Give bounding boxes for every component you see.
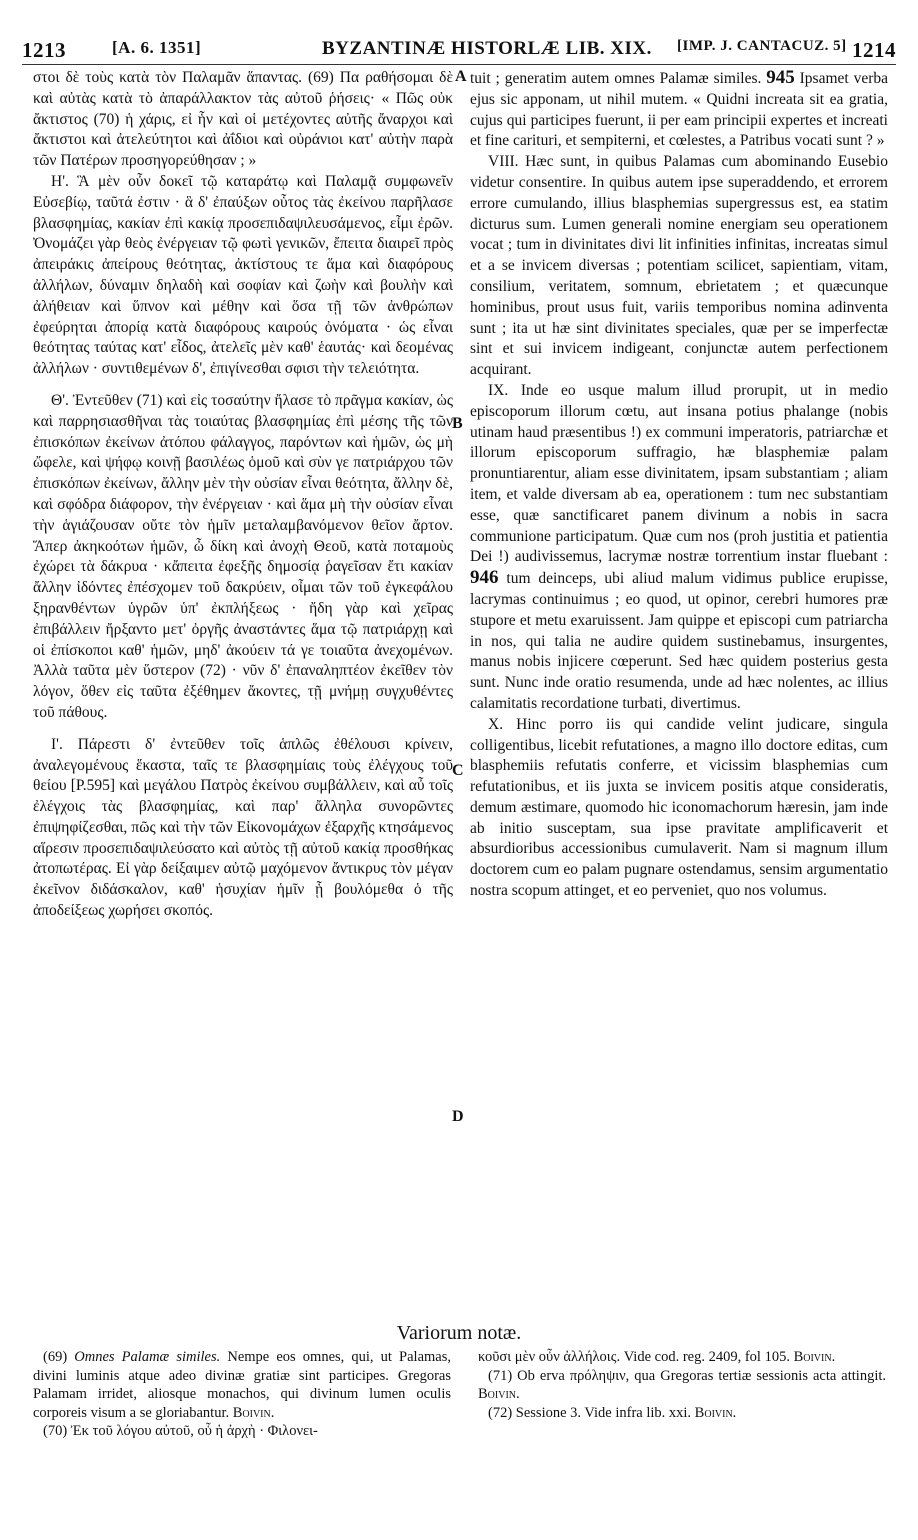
note-71: (71) Ob erva πρόληψιν, qua Gregoras tertiæ sessionis acta attingit. Boivin. (478, 1367, 886, 1402)
latin-section-8: VIII. Hæc sunt, in quibus Palamas cum abominando Eusebio videtur consentire. In quibus autem ipse superaddendo, et errorem errore cumulando, illius blasphemias supergressus est, ea statim dicturus sum. Lumen generali nomine energiam seu operationem vocat ; tum in divinitates divi lit infinities infinitas, increatas simul et a se invicem diversas ; potentiam scilicet, sapientiam, vitam, consilium, veritatem, somnum, ebrietatem ; et quæcunque hominibus, prout usus fuit, variis temporibus nomina adinventa sunt ; ita ut hæ sint divinitates speciales, quæ per se imperfectæ sint et sui invicem indigeant, conjunctæ autem perfectionem acquirant. (470, 153, 888, 379)
notes-heading: Variorum notæ. (396, 1322, 522, 1344)
margin-letter-c: C (452, 762, 464, 779)
latin-section-10: X. Hinc porro iis qui candide velint judicare, singula colligentibus, licebit refutationes, a magno illo doctore editas, cum blasphemiis refutatis conferre, et vicissim blasphemias cum refutationibus, et iis juxta se invicem positis atque consideratis, demum æstimare, quomodo hic iconomachorum hæresin, jam inde ab initio susceptam, sua ipse pravitate amplificaverit et absurdioribus accessionibus cumulaverit. Nam si magnum illum doctorem cum eo palam pugnare ostendamus, sensim argumentatio nostra scopum attinget, et eo perveniet, quo nos volumus. (470, 715, 888, 900)
running-header (22, 38, 896, 66)
note-69: (69) Omnes Palamæ similes. Nempe eos omnes, qui, ut Palamas, divini luminis atque adeo divinæ gratiæ sint participes. Gregoras Palamam irridet, aliosque monachos, qui divinum lumen oculis corporeis visum a se gloriabantur. Boivin. (33, 1349, 452, 1421)
column-number-945: 945 (766, 67, 795, 88)
greek-paragraph-continuation: στοι δὲ τοὺς κατὰ τὸν Παλαμᾶν ἅπαντας. (69) Πα ραθήσομαι δὲ καὶ αὐτὰς κατὰ τὸ ἀπαράλλακτον τὰς αὐτοῦ ῥήσεις· « Πῶς οὐκ ἄκτιστος (70) ἡ χάρις, εἰ ἧν καὶ οἱ μετέχοντες αὐτῆς ἄναρχοι καὶ ἄκτιστοι καὶ ἀτελεύτητοι καὶ ἀΐδιοι καὶ οὐράνιοι κατ' αὐτὴν παρὰ τῶν Πατέρων προσηγορεύθησαν ; » (33, 69, 453, 170)
margin-letter-b: B (452, 415, 463, 432)
margin-letter-a: A (455, 68, 467, 85)
latin-section-9: IX. Inde eo usque malum illud prorupit, ut in medio episcoporum illorum cœtu, aut insana potius phalange (nobis utinam haud præsentibus !) ex communi imperatoris, patriarchæ et illorum episcoporum suffragio, hæ blasphemiæ palam pronuntiarentur, aliam esse divinitatem, ipsam substantiam ; aliam item, et valde diversam ab ea, operationem : tum nec substantiam esse, quæ sanctificaret panem divinum a nobis in sacra communione participatum. Quæ cum nos (proh justitia et patientia Dei !) audivissemus, lacrymæ nostræ torrentium instar fluebant : 946 tum deinceps, ubi aliud malum vidimus publice erupisse, lacrymas continuimus ; eo quod, ut opinor, cerebri humores præ stupore et metu exaruissent. Jam quippe et episcopi cum patriarcha in nos, qui talia ne audire quidem sustinebamus, insurgentes, manus nobis injicere cœperunt. Sed hæc quidem posterius gesta sunt. Nunc inde oratio resumenda, unde ad hæc nolentes, ac illius calamitatis recordatione turbati, divertimus. (470, 381, 888, 712)
notes-right-column (478, 1348, 886, 1422)
left-page-number: 1213 (22, 38, 66, 62)
header-rule (22, 64, 896, 65)
note-72: (72) Sessione 3. Vide infra lib. xxi. Boivin. (488, 1404, 737, 1421)
book-title: BYZANTINÆ HISTORLÆ LIB. XIX. (322, 38, 652, 59)
notes-left-column (33, 1348, 451, 1441)
note-70: (70) Ἐκ τοῦ λόγου αὐτοῦ, οὗ ἡ ἀρχὴ · Φιλονει- (43, 1423, 318, 1439)
column-number-946: 946 (470, 567, 499, 589)
margin-letter-d: D (452, 1108, 464, 1125)
year-bracket: [A. 6. 1351] (112, 38, 202, 57)
latin-column (470, 68, 888, 902)
greek-column (33, 68, 453, 922)
emperor-bracket: [IMP. J. CANTACUZ. 5] (677, 38, 847, 54)
greek-section-10: Ι'. Πάρεστι δ' ἐντεῦθεν τοῖς ἁπλῶς ἐθέλουσι κρίνειν, ἀναλεγομένους ἕκαστα, ταῖς τε βλασφημίαις τοὺς ἐλέγχους τοῦ θείου [P.595] καὶ μεγάλου Πατρὸς ἐκείνου συμβάλλειν, καὶ αὖ τοῖς ἐλέγχοις τὰς βλασφημίας, καὶ παρ' ἄλληλα συνορῶντες ἐπιψηφίζεσθαι, πῶς καὶ τὴν τῶν Εἰκονομάχων ἐξαρχῆς κτησάμενος αἵρεσιν προσεπιδαψιλεύσατο καὶ αὐτὸς τῇ αὐτοῦ κακίᾳ προσθήκας ἀτοπωτέρας. Εἰ γὰρ δείξαιμεν αὐτῷ μαχόμενον ἄντικρυς τὸν μέγαν ἐκεῖνον διδάσκαλον, καθ' ἡσυχίαν ἡμῖν ᾗ βουλόμεθα ὁ τῆς ἀποδείξεως χωρήσει σκοπός. (33, 735, 453, 920)
note-70-continued: κοῦσι μὲν οὖν ἀλλήλοις. Vide cod. reg. 2409, fol 105. Boivin. (478, 1349, 836, 1365)
latin-paragraph-continuation: tuit ; generatim autem omnes Palamæ similes. 945 Ipsamet verba ejus sic apponam, ut nihil mutem. « Quidni increata sit ea gratia, cujus qui participes fuerunt, ii per eam principii expertes et increati et fine carituri, et sempiterni, et cœlestes, a Patribus vocati sunt ? » (470, 67, 888, 150)
greek-section-9: Θ'. Ἐντεῦθεν (71) καὶ εἰς τοσαύτην ἤλασε τὸ πρᾶγμα κακίαν, ὡς καὶ παρρησιασθῆναι τὰς τοιαύτας βλασφημίας ἐπὶ μέσης τῆς τῶν ἐπισκόπων ἐκείνων ἀτόπου φάλαγγος, παρόντων καὶ ἡμῶν, ὡς μὴ ὤφελε, καὶ ψήφῳ κοινῇ βασιλέως ὁμοῦ καὶ σὺν γε πατριάρχου τῶν ἐπισκόπων ἐκείνων, ἄλλην μὲν τὴν οὐσίαν εἶναι θεότητα, ἄλλην δὲ, καὶ σφόδρα διάφορον, τὴν ἐνέργειαν · καὶ ἅμα μὴ τὴν οὐσίαν εἶναι τὴν ἁγιάζουσαν οὔτε τὸν ἡμῖν μεταλαμβανόμενον θεῖον ἄρτον. Ἅπερ ἀκηκοότων ἡμῶν, ὦ δίκη καὶ ἀνοχὴ Θεοῦ, κατὰ ποταμοὺς ἐχώρει τὰ δάκρυα · κἄπειτα ἐφεξῆς δημοσίᾳ ῥαγεῖσαν ἔτι κακίαν ἄλλην ἰδόντες ἐπέσχομεν τοῦ δακρύειν, οἶμαι τῶν τοῦ ἐγκεφάλου ξηρανθέντων ὑγρῶν ὑπ' ἐκπλήξεως · ἤδη γὰρ καὶ χεῖρας ἐπιβάλλειν ἤρξαντο μετ' ὀργῆς ἀναστάντες ἅμα τῷ πατριάρχῃ καὶ οἱ ἐπίσκοποι καθ' ἡμῶν, μηδ' ἀκούειν τά γε τοιαῦτα ἀνεχομένων. Ἀλλὰ ταῦτα μὲν ὕστερον (72) · νῦν δ' ἐπαναληπτέον ἐκεῖθεν τὸν λόγον, ὅθεν εἰς ταῦτα ἐξέθημεν ἄκοντες, τῇ μνήμῃ συγχυθέντες τοῦ πάθους. (33, 391, 453, 721)
greek-section-8: Η'. Ἃ μὲν οὖν δοκεῖ τῷ καταράτῳ καὶ Παλαμᾷ συμφωνεῖν Εὐσεβίῳ, ταῦτά ἐστιν · ἃ δ' ἐπαύξων οὗτος τὰς ἐκείνου παρῆλασε βλασφημίας, κακίαν ἐπὶ κακίᾳ προσεπιδαψιλευσάμενος, εἶμι ἐρῶν. Ὀνομάζει γὰρ θεὸς ἐνέργειαν τῷ φωτὶ γενικῶν, ἔπειτα διαιρεῖ πρὸς ἀπειράκις ἀπείρους θεότητας, ἀκτίστους τε ἅμα καὶ διαφόρους ἀλλήλων, δύναμιν δηλαδὴ καὶ σοφίαν καὶ ζωὴν καὶ βουλὴν καὶ ἀλήθειαν καὶ ὕπνον καὶ μέθην καὶ ὅσα τῇ τῶν ἀνθρώπων ἐφεύρηται ἀπορίᾳ κατὰ διαφόρους καιρούς ὀνόματα · ὡς εἶναι θεότητας ταύτας κατ' εἶδος, ἀτελεῖς μὲν καθ' ἑαυτάς· καὶ δεομένας ἀλλήλων · συντιθεμένων δ', ἐπιγίνεσθαι σφισι τὴν τελειότητα. (33, 172, 453, 378)
right-page-number: 1214 (852, 38, 896, 62)
